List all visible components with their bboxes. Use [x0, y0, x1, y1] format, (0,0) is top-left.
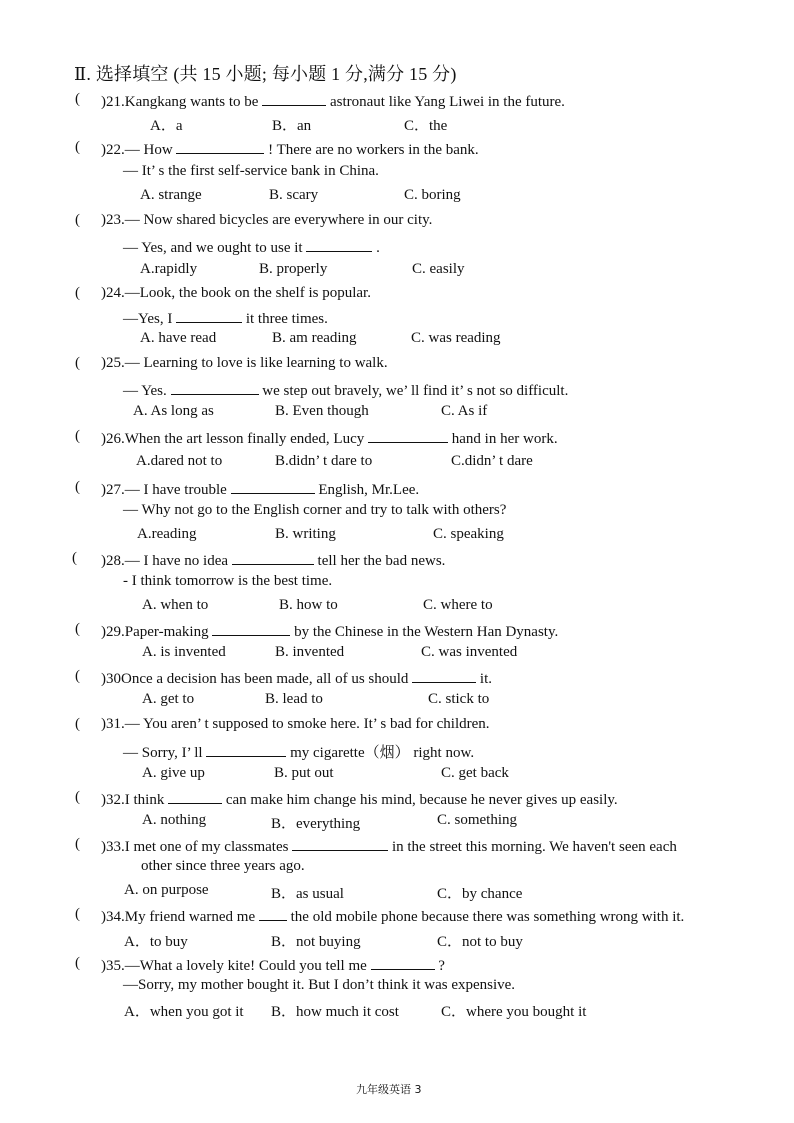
question-text: it. [479, 671, 493, 687]
question-number: )29. [101, 624, 125, 640]
question-text: English, Mr.Lee. [318, 482, 420, 498]
option-a: A. give up [142, 765, 205, 781]
question-number: )22. [101, 142, 125, 158]
question-text: —Look, the book on the shelf is popular. [124, 285, 371, 301]
question-number: )25. [101, 355, 125, 371]
option-b: B. scary [269, 187, 319, 203]
question-text: in the street this morning. We haven't seen each [391, 839, 677, 855]
option-c: C. something [437, 812, 518, 828]
question-text: astronaut like Yang Liwei in the future. [329, 94, 565, 110]
option-a: A. get to [142, 691, 195, 707]
option-b: B.didn’ t dare to [275, 453, 373, 469]
answer-blank[interactable] [231, 479, 315, 494]
question-stem [101, 716, 490, 733]
question-line [141, 858, 305, 875]
answer-blank[interactable] [371, 955, 435, 970]
question-text: we step out bravely, we’ ll find it’ s not so difficult. [262, 383, 569, 399]
question-text: — I have trouble [124, 482, 227, 498]
question-text: — Sorry, I’ ll [123, 745, 203, 761]
question-line [123, 237, 380, 257]
question-number: )23. [101, 212, 125, 228]
option-c: C. boring [404, 187, 461, 203]
option-c: C．where you bought it [441, 1004, 587, 1020]
option-a: A.dared not to [136, 453, 223, 469]
answer-bracket[interactable]: ( [72, 550, 77, 566]
question-number: )30 [101, 671, 121, 687]
option-a: A. is invented [142, 644, 226, 660]
question-text: Kangkang wants to be [124, 94, 259, 110]
question-stem [101, 906, 684, 926]
option-a: A．a [150, 118, 183, 134]
option-c: C．by chance [437, 886, 523, 902]
option-b: B．how much it cost [271, 1004, 399, 1020]
question-text: — Yes. [123, 383, 167, 399]
option-a: A.rapidly [140, 261, 198, 277]
option-b: B. put out [274, 765, 334, 781]
option-b: B. how to [279, 597, 338, 613]
answer-bracket[interactable]: ( [75, 955, 80, 971]
question-text: — You aren’ t supposed to smoke here. It’ s bad for children. [124, 716, 490, 732]
question-stem [101, 955, 445, 975]
question-number: )28. [101, 553, 125, 569]
option-b: B. writing [275, 526, 336, 542]
question-text: —Yes, I [123, 311, 173, 327]
question-text: - I think tomorrow is the best time. [123, 573, 333, 589]
answer-blank[interactable] [259, 906, 287, 921]
question-text: other since three years ago. [141, 858, 305, 874]
answer-bracket[interactable]: ( [75, 621, 80, 637]
question-text: When the art lesson finally ended, Lucy [124, 431, 365, 447]
question-text: by the Chinese in the Western Han Dynasty. [294, 624, 559, 640]
option-c: C. was reading [411, 330, 501, 346]
answer-bracket[interactable]: ( [75, 716, 80, 732]
question-number: )26. [101, 431, 125, 447]
answer-blank[interactable] [206, 742, 286, 757]
question-text: — Yes, and we ought to use it [123, 240, 303, 256]
question-line [123, 977, 515, 994]
question-stem [101, 789, 618, 809]
question-text: I met one of my classmates [124, 839, 289, 855]
question-number: )27. [101, 482, 125, 498]
question-text: it three times. [245, 311, 328, 327]
answer-bracket[interactable]: ( [75, 789, 80, 805]
answer-bracket[interactable]: ( [75, 212, 80, 228]
answer-blank[interactable] [292, 836, 388, 851]
option-c: C. speaking [433, 526, 504, 542]
question-text: hand in her work. [451, 431, 558, 447]
answer-bracket[interactable]: ( [75, 668, 80, 684]
question-text: — Now shared bicycles are everywhere in our city. [124, 212, 433, 228]
question-text: — It’ s the first self-service bank in China. [123, 163, 379, 179]
option-a: A. nothing [142, 812, 207, 828]
question-line [123, 502, 506, 519]
question-stem [101, 355, 388, 372]
answer-bracket[interactable]: ( [75, 285, 80, 301]
question-text: ? [438, 958, 445, 974]
option-c: C．the [404, 118, 448, 134]
option-a: A．when you got it [124, 1004, 244, 1020]
question-stem [101, 212, 432, 229]
question-text: tell her the bad news. [317, 553, 446, 569]
answer-bracket[interactable]: ( [75, 836, 80, 852]
answer-bracket[interactable]: ( [75, 355, 80, 371]
question-stem [101, 836, 677, 856]
question-text: the old mobile phone because there was something wrong with it. [290, 909, 685, 925]
question-stem [101, 428, 558, 448]
question-line [123, 308, 328, 328]
question-number: )21. [101, 94, 125, 110]
answer-bracket[interactable]: ( [75, 139, 80, 155]
answer-blank[interactable] [212, 621, 290, 636]
question-number: )35. [101, 958, 125, 974]
answer-bracket[interactable]: ( [75, 428, 80, 444]
answer-bracket[interactable]: ( [75, 91, 80, 107]
question-text: — I have no idea [124, 553, 229, 569]
question-stem [101, 621, 558, 641]
answer-blank[interactable] [262, 91, 326, 106]
question-text: My friend warned me [124, 909, 256, 925]
question-number: )31. [101, 716, 125, 732]
option-a: A. when to [142, 597, 209, 613]
question-text: Once a decision has been made, all of us should [121, 671, 409, 687]
answer-blank[interactable] [176, 308, 242, 323]
option-a: A. strange [140, 187, 202, 203]
question-number: )33. [101, 839, 125, 855]
option-a: A. have read [140, 330, 217, 346]
option-b: B．as usual [271, 886, 344, 902]
question-line [123, 163, 379, 180]
question-text: — Learning to love is like learning to walk. [124, 355, 388, 371]
page-footer: 九年级英语 3 [356, 1083, 422, 1096]
question-line [123, 573, 332, 590]
option-b: B. properly [259, 261, 328, 277]
question-text: —What a lovely kite! Could you tell me [124, 958, 367, 974]
option-a: A．to buy [124, 934, 188, 950]
question-text: . [376, 240, 380, 256]
option-a: A. As long as [133, 403, 214, 419]
option-b: B. invented [275, 644, 345, 660]
question-stem [101, 91, 565, 111]
answer-bracket[interactable]: ( [75, 906, 80, 922]
option-c: C. get back [441, 765, 509, 781]
option-b: B．not buying [271, 934, 361, 950]
question-text: my cigarette（烟） right now. [290, 745, 475, 761]
question-stem [101, 479, 419, 499]
question-number: )32. [101, 792, 125, 808]
option-c: C. where to [423, 597, 493, 613]
option-b: B．everything [271, 816, 361, 832]
question-text: I think [124, 792, 165, 808]
question-text: — How [124, 142, 173, 158]
answer-blank[interactable] [232, 550, 314, 565]
answer-blank[interactable] [176, 139, 264, 154]
answer-blank[interactable] [306, 237, 372, 252]
option-b: B. Even though [275, 403, 369, 419]
option-c: C．not to buy [437, 934, 523, 950]
option-b: B. lead to [265, 691, 323, 707]
question-text: Paper-making [124, 624, 209, 640]
option-a: A.reading [137, 526, 197, 542]
option-c: C. As if [441, 403, 488, 419]
question-stem [101, 285, 371, 302]
question-text: ! There are no workers in the bank. [268, 142, 479, 158]
option-c: C. easily [412, 261, 465, 277]
question-stem [101, 668, 492, 688]
option-c: C. stick to [428, 691, 490, 707]
question-text: — Why not go to the English corner and try to talk with others? [123, 502, 507, 518]
question-line [123, 741, 474, 762]
option-c: C. was invented [421, 644, 518, 660]
answer-bracket[interactable]: ( [75, 479, 80, 495]
answer-blank[interactable] [171, 380, 259, 395]
option-b: B．an [272, 118, 312, 134]
answer-blank[interactable] [412, 668, 476, 683]
question-stem [101, 139, 479, 159]
option-c: C.didn’ t dare [451, 453, 533, 469]
question-line [123, 380, 568, 400]
question-text: can make him change his mind, because he never gives up easily. [225, 792, 618, 808]
question-text: —Sorry, my mother bought it. But I don’t think it was expensive. [123, 977, 516, 993]
question-stem [101, 550, 445, 570]
option-b: B. am reading [272, 330, 357, 346]
section-title: Ⅱ. 选择填空 (共 15 小题; 每小题 1 分,满分 15 分) [74, 64, 457, 84]
answer-blank[interactable] [368, 428, 448, 443]
option-a: A. on purpose [124, 882, 209, 898]
answer-blank[interactable] [168, 789, 222, 804]
question-number: )34. [101, 909, 125, 925]
question-number: )24. [101, 285, 125, 301]
